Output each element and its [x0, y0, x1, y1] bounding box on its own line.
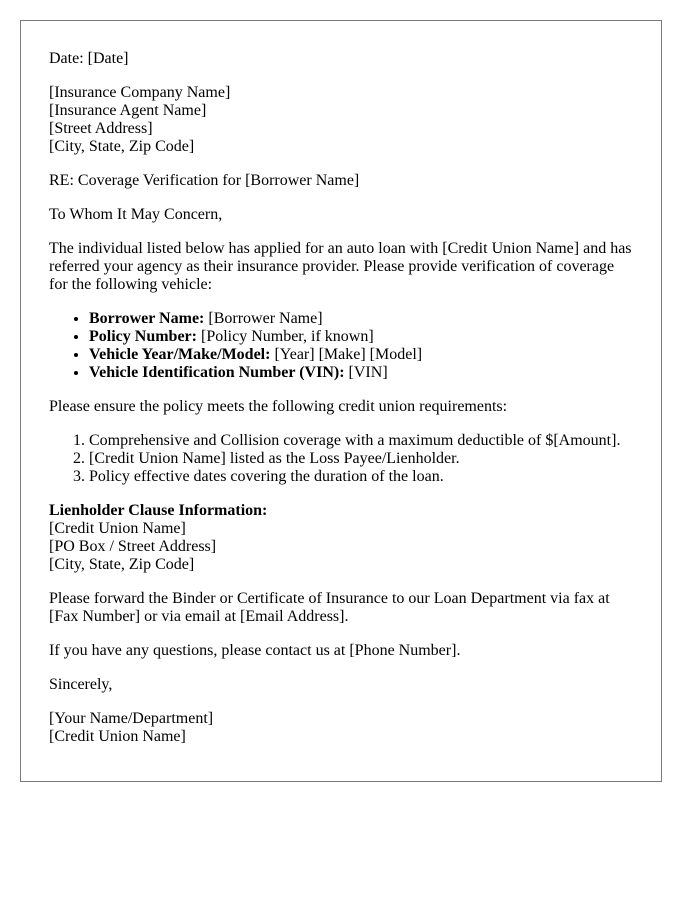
intro-paragraph: The individual listed below has applied for an auto loan with [Credit Union Name] and has referred your agency as their insurance provider. Please provide verification of coverage for the following vehicle:	[49, 240, 632, 293]
recipient-company: [Insurance Company Name]	[49, 84, 231, 101]
list-item	[89, 310, 633, 328]
requirements-intro: Please ensure the policy meets the following credit union requirements:	[49, 398, 508, 415]
list-item	[89, 328, 633, 346]
salutation: To Whom It May Concern,	[49, 206, 223, 223]
signature-org: [Credit Union Name]	[49, 728, 186, 745]
lienholder-street: [PO Box / Street Address]	[49, 538, 217, 555]
forward-instructions: Please forward the Binder or Certificate of Insurance to our Loan Department via fax at [Fax Number] or via email at [Email Address].	[49, 590, 610, 625]
recipient-address	[49, 84, 633, 156]
detail-value: [Borrower Name]	[204, 310, 323, 327]
letter	[20, 20, 662, 782]
list-item	[89, 346, 633, 364]
detail-label: Borrower Name:	[89, 310, 205, 327]
list-item: 2. [Credit Union Name] listed as the Loss Payee/Lienholder.	[89, 450, 633, 468]
recipient-street: [Street Address]	[49, 120, 153, 137]
requirements-list	[49, 432, 633, 486]
detail-value: [Year] [Make] [Model]	[270, 346, 423, 363]
lienholder-name: [Credit Union Name]	[49, 520, 186, 537]
lienholder-city: [City, State, Zip Code]	[49, 556, 195, 573]
date-line: Date: [Date]	[49, 50, 129, 67]
detail-label: Vehicle Identification Number (VIN):	[89, 364, 345, 381]
vehicle-details-list	[49, 310, 633, 382]
detail-label: Vehicle Year/Make/Model:	[89, 346, 271, 363]
detail-label: Policy Number:	[89, 328, 197, 345]
list-item: 3. Policy effective dates covering the duration of the loan.	[89, 468, 633, 486]
recipient-city: [City, State, Zip Code]	[49, 138, 195, 155]
recipient-agent: [Insurance Agent Name]	[49, 102, 207, 119]
list-item	[89, 364, 633, 382]
detail-value: [Policy Number, if known]	[196, 328, 374, 345]
signature-name: [Your Name/Department]	[49, 710, 214, 727]
signature-block	[49, 710, 633, 746]
contact-line: If you have any questions, please contact us at [Phone Number].	[49, 642, 461, 659]
list-item: 1. Comprehensive and Collision coverage with a maximum deductible of $[Amount].	[89, 432, 633, 450]
lienholder-heading: Lienholder Clause Information:	[49, 502, 268, 519]
lienholder-info	[49, 502, 633, 574]
closing: Sincerely,	[49, 676, 113, 693]
detail-value: [VIN]	[344, 364, 388, 381]
re-line: RE: Coverage Verification for [Borrower Name]	[49, 172, 360, 189]
